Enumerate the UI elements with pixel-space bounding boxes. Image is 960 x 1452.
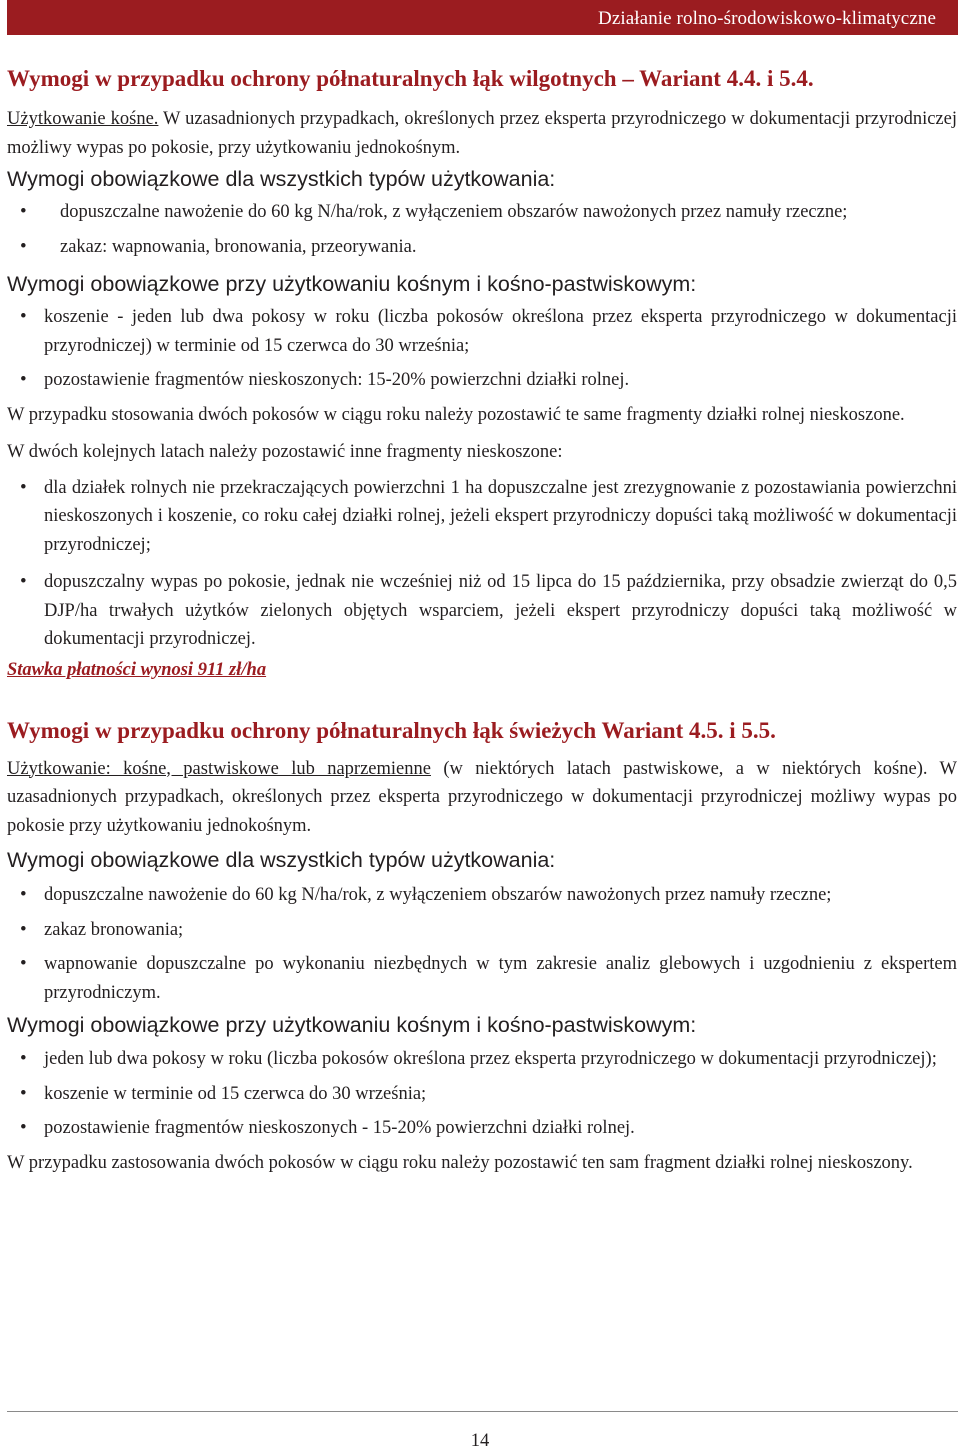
section1-req-mow-list: [7, 303, 957, 395]
section1-title: Wymogi w przypadku ochrony półnaturalnych łąk wilgotnych – Wariant 4.4. i 5.4.: [7, 66, 814, 91]
footer-divider: [7, 1411, 958, 1412]
list-item: • pozostawienie fragmentów nieskoszonych - 15-20% powierzchni działki rolnej.: [7, 1114, 957, 1143]
list-item: • dla działek rolnych nie przekraczających powierzchni 1 ha dopuszczalne jest zrezygnowanie z pozostawiania powierzchni nieskoszonych i koszenie, co roku całej działki rolnej, jeżeli ekspert przyrodniczy dopuści taką możliwość w dokumentacji przyrodniczej;: [7, 474, 957, 560]
list-item: • pozostawienie fragmentów nieskoszonych: 15-20% powierzchni działki rolnej.: [7, 366, 957, 395]
section2-req-all-list: [7, 881, 957, 1007]
section2-para1: W przypadku zastosowania dwóch pokosów w ciągu roku należy pozostawić ten sam fragment działki rolnej nieskoszony.: [7, 1152, 913, 1173]
section1-para1: W przypadku stosowania dwóch pokosów w ciągu roku należy pozostawić te same fragmenty działki rolnej nieskoszone.: [7, 404, 905, 425]
list-item: • dopuszczalne nawożenie do 60 kg N/ha/rok, z wyłączeniem obszarów nawożonych przez namuły rzeczne;: [7, 881, 957, 910]
section2-req-all-heading: Wymogi obowiązkowe dla wszystkich typów użytkowania:: [7, 848, 556, 872]
section1-rate: Stawka płatności wynosi 911 zł/ha: [7, 659, 267, 680]
section1-req-all-heading: Wymogi obowiązkowe dla wszystkich typów użytkowania:: [7, 167, 556, 191]
section1-para2: W dwóch kolejnych latach należy pozostawić inne fragmenty nieskoszone:: [7, 442, 563, 462]
section2-title: Wymogi w przypadku ochrony półnaturalnych łąk świeżych Wariant 4.5. i 5.5.: [7, 717, 776, 743]
header-title: Działanie rolno-środowiskowo-klimatyczne: [598, 8, 936, 29]
list-item: • zakaz: wapnowania, bronowania, przeorywania.: [7, 233, 957, 262]
list-item: • jeden lub dwa pokosy w roku (liczba pokosów określona przez eksperta przyrodniczego w dokumentacji przyrodniczej);: [7, 1045, 957, 1074]
list-item: • koszenie - jeden lub dwa pokosy w roku (liczba pokosów określona przez eksperta przyrodniczego w dokumentacji przyrodniczej) w terminie od 15 czerwca do 30 września;: [7, 303, 957, 360]
header-bar: [7, 0, 958, 35]
list-item: • koszenie w terminie od 15 czerwca do 30 września;: [7, 1080, 957, 1109]
section1-para2-list: [7, 474, 957, 654]
section1-usage-text: W uzasadnionych przypadkach, określonych przez eksperta przyrodniczego w dokumentacji przyrodniczej możliwy wypas po pokosie, przy użytkowaniu jednokośnym.: [7, 109, 957, 158]
section1-usage-label: Użytkowanie kośne.: [7, 109, 159, 129]
section2-usage-label: Użytkowanie: kośne, pastwiskowe lub naprzemienne: [7, 758, 431, 779]
list-item: • wapnowanie dopuszczalne po wykonaniu niezbędnych w tym zakresie analiz glebowych i uzgodnieniu z ekspertem przyrodniczym.: [7, 950, 957, 1007]
section1-usage: [7, 105, 957, 162]
section2-req-mow-heading: Wymogi obowiązkowe przy użytkowaniu kośnym i kośno-pastwiskowym:: [7, 1013, 697, 1037]
section1-req-all-list: [7, 198, 957, 261]
page-number: 14: [470, 1431, 490, 1451]
section2-req-mow-list: [7, 1045, 957, 1143]
section2-usage-text: (w niektórych latach pastwiskowe, a w niektórych kośne). W uzasadnionych przypadkach, określonych przez eksperta przyrodniczego w dokumentacji przyrodniczej możliwy wypas po pokosie przy użytkowaniu jednokośnym.: [7, 758, 957, 836]
list-item: • dopuszczalny wypas po pokosie, jednak nie wcześniej niż od 15 lipca do 15 października, przy obsadzie zwierząt do 0,5 DJP/ha trwałych użytków zielonych objętych wsparciem, jeżeli ekspert przyrodniczy dopuści taką możliwość w dokumentacji przyrodniczej.: [7, 568, 957, 654]
section2-usage: [7, 755, 957, 841]
section1-req-mow-heading: Wymogi obowiązkowe przy użytkowaniu kośnym i kośno-pastwiskowym:: [7, 272, 697, 296]
page-content: [7, 64, 957, 1177]
list-item: • dopuszczalne nawożenie do 60 kg N/ha/rok, z wyłączeniem obszarów nawożonych przez namuły rzeczne;: [7, 198, 957, 227]
list-item: • zakaz bronowania;: [7, 916, 957, 945]
